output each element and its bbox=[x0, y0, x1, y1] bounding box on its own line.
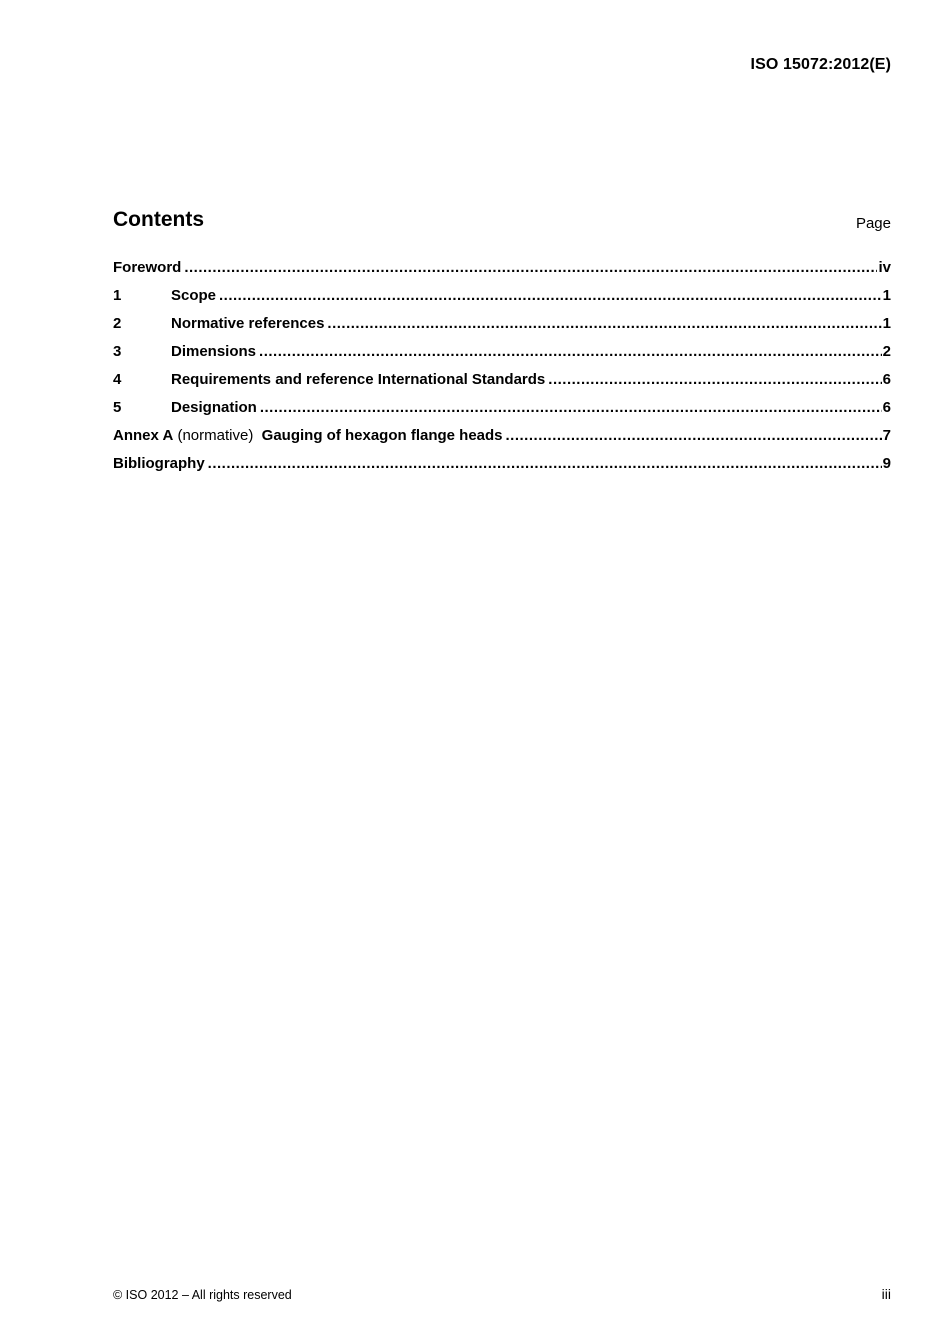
toc-entry-page: 1 bbox=[882, 287, 891, 304]
toc-entry-title: Dimensions bbox=[171, 343, 257, 360]
document-identifier: ISO 15072:2012(E) bbox=[750, 56, 891, 73]
toc-entry-page: iv bbox=[878, 259, 891, 276]
toc-entry-foreword[interactable] bbox=[113, 259, 891, 287]
toc-entry-title: Foreword bbox=[113, 259, 182, 276]
toc-entry-normative-references[interactable] bbox=[113, 315, 891, 343]
toc-entry-dimensions[interactable] bbox=[113, 343, 891, 371]
toc-dot-leader bbox=[327, 315, 881, 332]
toc-entry-page: 6 bbox=[882, 399, 891, 416]
toc-entry-scope[interactable] bbox=[113, 287, 891, 315]
annex-label: Annex A bbox=[113, 427, 174, 444]
toc-entry-number: 5 bbox=[113, 399, 122, 416]
toc-dot-leader bbox=[259, 343, 882, 360]
contents-title: Contents bbox=[113, 208, 204, 231]
toc-entry-title: Requirements and reference International Standards bbox=[171, 371, 546, 388]
page-column-label: Page bbox=[855, 215, 891, 232]
annex-subtitle: Gauging of hexagon flange heads bbox=[261, 427, 503, 444]
toc-dot-leader bbox=[184, 259, 877, 276]
toc-entry-title: Designation bbox=[171, 399, 257, 416]
toc-dot-leader bbox=[208, 455, 882, 472]
toc-entry-title bbox=[113, 427, 503, 444]
toc-entry-page: 9 bbox=[882, 455, 891, 472]
toc-entry-page: 7 bbox=[882, 427, 891, 444]
contents-header bbox=[113, 208, 891, 238]
toc-entry-title: Bibliography bbox=[113, 455, 205, 472]
toc-dot-leader bbox=[260, 399, 882, 416]
toc-entry-number: 2 bbox=[113, 315, 122, 332]
toc-entry-bibliography[interactable] bbox=[113, 455, 891, 483]
toc-entry-designation[interactable] bbox=[113, 399, 891, 427]
toc-entry-page: 2 bbox=[882, 343, 891, 360]
toc-entry-page: 1 bbox=[882, 315, 891, 332]
toc-entry-title: Scope bbox=[171, 287, 217, 304]
toc-dot-leader bbox=[219, 287, 882, 304]
toc-entry-number: 1 bbox=[113, 287, 122, 304]
annex-type-note: (normative) bbox=[173, 427, 262, 444]
toc-entry-number: 4 bbox=[113, 371, 122, 388]
toc-entry-page: 6 bbox=[882, 371, 891, 388]
toc-dot-leader bbox=[506, 427, 882, 444]
copyright-notice: © ISO 2012 – All rights reserved bbox=[113, 1288, 292, 1302]
table-of-contents bbox=[113, 259, 891, 483]
toc-entry-annex-a[interactable] bbox=[113, 427, 891, 455]
toc-entry-requirements[interactable] bbox=[113, 371, 891, 399]
toc-entry-title: Normative references bbox=[171, 315, 325, 332]
page-number: iii bbox=[881, 1286, 891, 1302]
toc-dot-leader bbox=[548, 371, 881, 388]
toc-entry-number: 3 bbox=[113, 343, 122, 360]
